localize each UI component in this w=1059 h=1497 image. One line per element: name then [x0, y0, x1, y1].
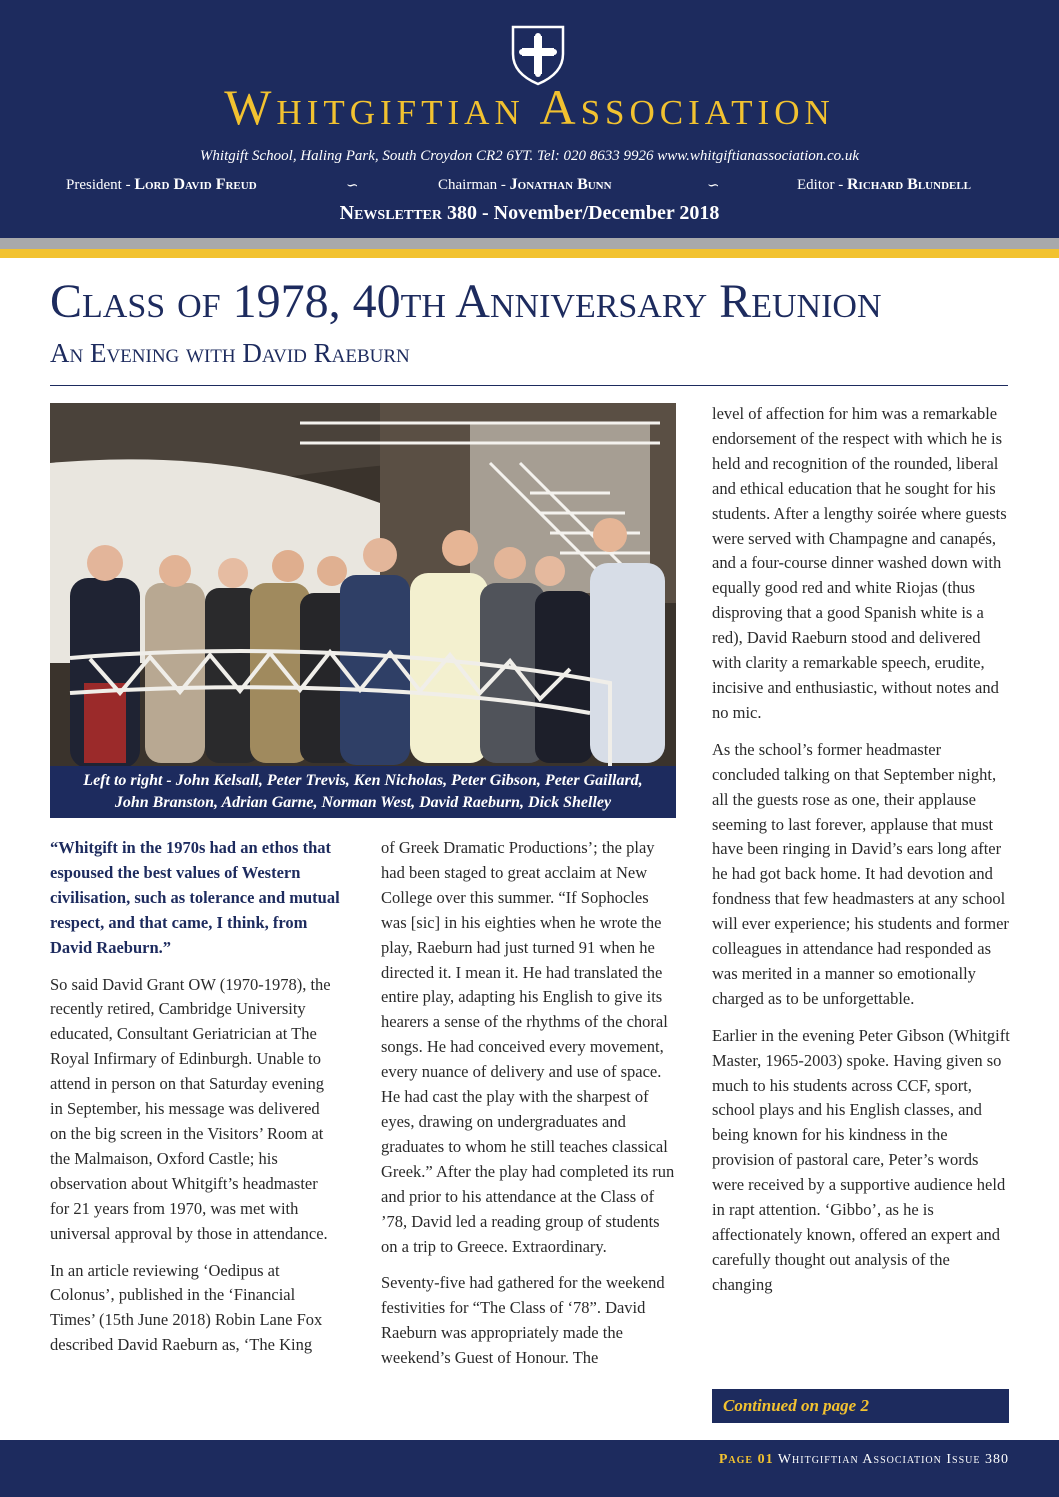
photo-caption [50, 766, 676, 818]
article-subheadline: An Evening with David Raeburn [50, 338, 410, 368]
paragraph: As the school’s former headmaster concluded talking on that September night, all the guests rose as one, their applause seeming to last forever, applause that must have been ringing in David’s ears long after he had got back home. It had devotion and fondness that few headmasters at any school will ever experience; his students and former colleagues in attendance had responded as was merited in a manner so emotionally charged as to be unforgettable. [712, 739, 1009, 1008]
gold-stripe [0, 249, 1059, 258]
footer-bar [0, 1440, 1059, 1497]
flourish-separator: ∽ [346, 178, 359, 194]
flourish-separator: ∽ [707, 178, 720, 194]
president-label: President - [66, 177, 135, 193]
article-headline: Class of 1978, 40th Anniversary Reunion [50, 275, 882, 328]
continued-on-page-link[interactable]: Continued on page 2 [712, 1389, 1009, 1423]
editor-name: Richard Blundell [847, 176, 972, 193]
caption-line-1: Left to right - John Kelsall, Peter Trevis, Ken Nicholas, Peter Gibson, Peter Gaillard, [83, 772, 643, 789]
article-column-1 [50, 836, 340, 1370]
reunion-group-photo [50, 403, 676, 766]
footer-publication: Whitgiftian Association Issue 380 [773, 1452, 1009, 1467]
newsletter-issue [0, 202, 1059, 225]
footer-text [719, 1452, 1009, 1468]
newsletter-date: - November/December 2018 [477, 202, 720, 224]
chairman-credit [438, 176, 612, 194]
paragraph: Seventy-five had gathered for the weekend festivities for “The Class of ‘78”. David Raeburn was appropriately made the weekend’s Guest of Honour. The [381, 1273, 665, 1368]
headline-divider [50, 385, 1008, 386]
article-column-3 [712, 402, 1010, 1310]
masthead-address: Whitgift School, Haling Park, South Croydon CR2 6YT. Tel: 020 8633 9926 www.whitgiftianassociation.co.uk [199, 148, 860, 164]
paragraph: So said David Grant OW (1970-1978), the recently retired, Cambridge University educated, Consultant Geriatrician at The Royal Infirmary of Edinburgh. Unable to attend in person on that Saturday evening in September, his message was delivered on the big screen in the Visitors’ Room at the Malmaison, Oxford Castle; his observation about Whitgift’s headmaster for 21 years from 1970, was met with universal approval by those in attendance. [50, 974, 331, 1243]
article-column-2 [381, 836, 678, 1383]
paragraph: of Greek Dramatic Productions’; the play had been staged to great acclaim at New College over this summer. “If Sophocles was [sic] in his eighties when he wrote the play, Raeburn had just turned 91 when he directed it. I mean it. He had translated the entire play, adapting his English to give its hearers a sense of the rhythms of the choral songs. He had conceived every movement, every nuance of delivery and use of space. He had cast the play with the sharpest of eyes, drawing on undergraduates and graduates to whom he still teaches classical Greek.” After the play had completed its run and prior to his attendance at the Class of ’78, David led a reading group of students on a trip to Greece. Extraordinary. [381, 838, 675, 1256]
caption-line-2: John Branston, Adrian Garne, Norman West, David Raeburn, Dick Shelley [114, 794, 612, 811]
president-credit [66, 176, 257, 194]
president-name: Lord David Freud [134, 176, 257, 193]
paragraph: level of affection for him was a remarkable endorsement of the respect with which he is held and recognition of the rounded, liberal and ethical education that he sought for his students. After a lengthy soirée where guests were served with Champagne and canapés, and a four-course dinner washed down with equally good red and white Riojas (thus disproving that a good Spanish white is a red), David Raeburn stood and delivered with clarity a remarkable speech, erudite, incisive and enthusiastic, without notes and no mic. [712, 404, 1007, 722]
masthead-title: Whitgiftian Association [224, 79, 835, 135]
paragraph: Earlier in the evening Peter Gibson (Whitgift Master, 1965-2003) spoke. Having given so much to his students across CCF, sport, school plays and his English classes, and being known for his kindness in the provision of pastoral care, Peter’s words were received by a supportive audience held in rapt attention. ‘Gibbo’, as he is affectionately known, offered an expert and carefully thought out analysis of the changing [712, 1025, 1010, 1294]
editor-credit [797, 176, 971, 194]
chairman-name: Jonathan Bunn [509, 176, 612, 193]
editor-label: Editor - [797, 177, 847, 193]
newsletter-label: Newsletter 380 [339, 202, 478, 224]
grey-stripe [0, 238, 1059, 249]
paragraph: In an article reviewing ‘Oedipus at Colonus’, published in the ‘Financial Times’ (15th June 2018) Robin Lane Fox described David Raeburn as, ‘The King [50, 1260, 323, 1355]
pull-quote: “Whitgift in the 1970s had an ethos that espoused the best values of Western civilisation, such as tolerance and mutual respect, and that came, I think, from David Raeburn.” [50, 838, 340, 957]
page-number: Page 01 [718, 1452, 774, 1467]
chairman-label: Chairman - [438, 177, 510, 193]
